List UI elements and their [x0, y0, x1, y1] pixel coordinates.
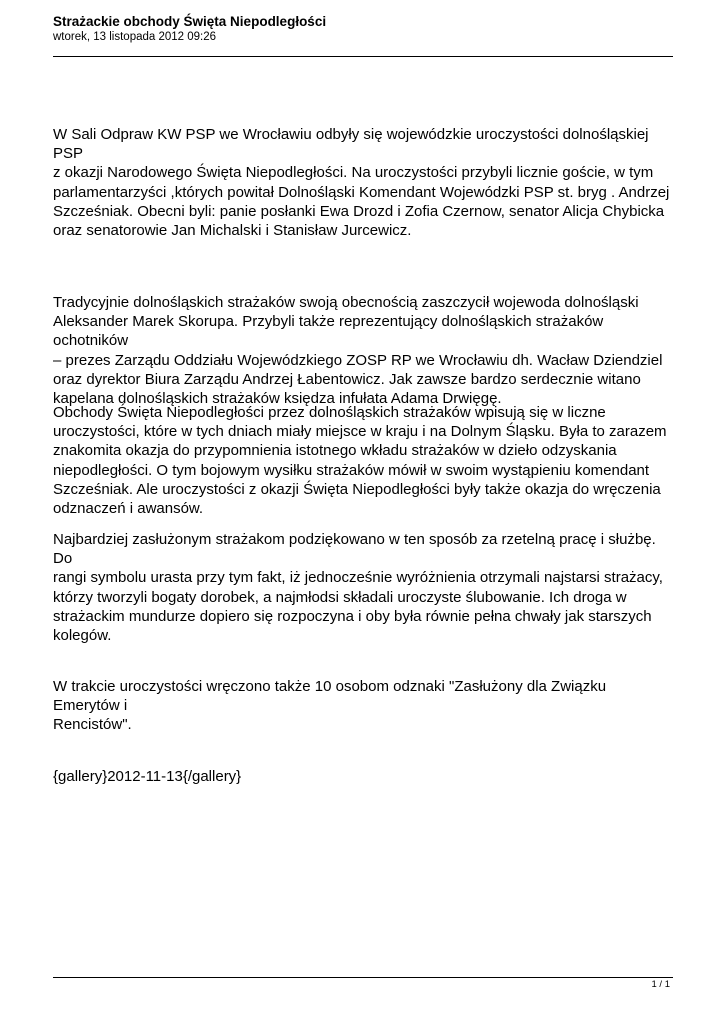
gallery-placeholder: {gallery}2012-11-13{/gallery} [53, 768, 242, 785]
paragraph-intro: W Sali Odpraw KW PSP we Wrocławiu odbyły się wojewódzkie uroczystości dolnośląskiej PSP z okazji Narodowego Święta Niepodległości. Na uroczystości przybyli licznie goście, w tym parlamentarzyści ,których powitał Dolnośląski Komendant Wojewódzki PSP st. bryg . Andrzej Szcześniak. Obecni byli: panie posłanki Ewa Drozd i Zofia Czernow, senator Alicja Chybicka oraz senatorowie Jan Michalski i Stanisław Jurcewicz. [53, 126, 670, 240]
page-number: 1 / 1 [651, 979, 670, 990]
paragraph-celebrations: Obchody Święta Niepodległości przez dolnośląskich strażaków wpisują się w liczne uroczystości, które w tych dniach miały miejsce w kraju i na Dolnym Śląsku. Była to zarazem znakomita okazja do przypomnienia istotnego wkładu strażaków w dzieło odzyskania niepodległości. O tym bojowym wysiłku strażaków mówił w swoim wystąpieniu komendant Szcześniak. Ale uroczystości z okazji Święta Niepodległości były także okazja do wręczenia odznaczeń i awansów. [53, 404, 667, 518]
article-header [53, 14, 673, 57]
footer-divider [53, 977, 673, 978]
paragraph-badges: W trakcie uroczystości wręczono także 10 osobom odznaki "Zasłużony dla Związku Emerytów i Rencistów". [53, 678, 607, 734]
article-title: Strażackie obchody Święta Niepodległości [53, 14, 327, 29]
paragraph-guests: Tradycyjnie dolnośląskich strażaków swoją obecnością zaszczycił wojewoda dolnośląski Aleksander Marek Skorupa. Przybyli także reprezentujący dolnośląskich strażaków ochotników – prezes Zarządu Oddziału Wojewódzkiego ZOSP RP we Wrocławiu dh. Wacław Dziendziel oraz dyrektor Biura Zarządu Andrzej Łabentowicz. Jak zawsze bardzo serdecznie witano kapelana dolnośląskich strażaków księdza infułata Adama Drwięgę. [53, 294, 663, 408]
paragraph-awards: Najbardziej zasłużonym strażakom podziękowano w ten sposób za rzetelną pracę i służbę. Do rangi symbolu urasta przy tym fakt, iż jednocześnie wyróżnienia otrzymali najstarsi strażacy, którzy tworzyli bogaty dorobek, a najmłodsi składali uroczyste ślubowanie. Ich droga w strażackim mundurze dopiero się rozpoczyna i oby była równie pełna chwały jak starszych kolegów. [53, 531, 663, 645]
article-date: wtorek, 13 listopada 2012 09:26 [53, 31, 217, 43]
